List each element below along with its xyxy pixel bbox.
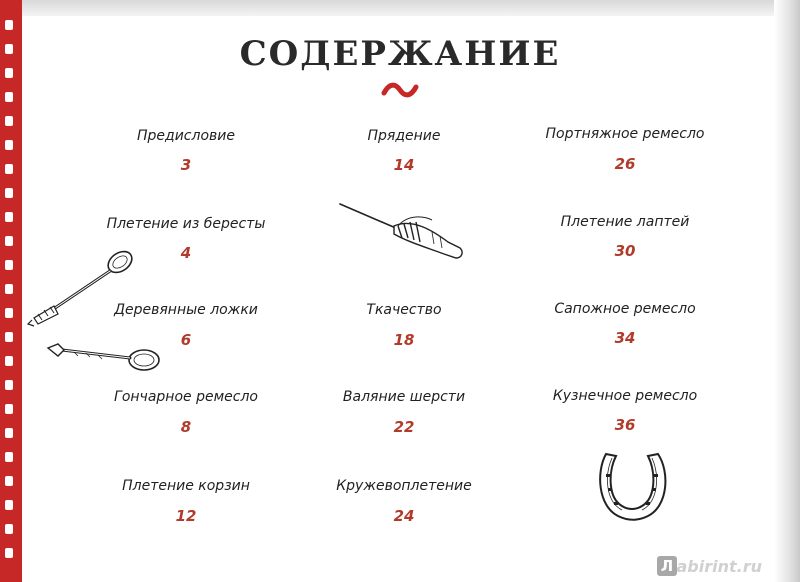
toc-item-label[interactable]: Валяние шерсти [342, 389, 466, 405]
binding-hole [5, 284, 13, 294]
toc-item-page[interactable]: 4 [180, 244, 192, 262]
binding-hole [5, 500, 13, 510]
toc-item-page[interactable]: 22 [393, 418, 415, 436]
spiral-binding [0, 0, 22, 582]
toc-item-page[interactable]: 6 [180, 331, 192, 349]
binding-hole [5, 236, 13, 246]
binding-hole [5, 524, 13, 534]
binding-hole [5, 188, 13, 198]
toc-item-label[interactable]: Предисловие [137, 128, 235, 144]
binding-hole [5, 404, 13, 414]
toc-item-label[interactable]: Плетение из бересты [106, 216, 266, 232]
toc-item-page[interactable]: 18 [393, 331, 415, 349]
scan-edge [0, 0, 800, 16]
toc-item-label[interactable]: Деревянные ложки [114, 302, 258, 318]
toc-item-page[interactable]: 26 [614, 155, 636, 173]
binding-hole [5, 548, 13, 558]
horseshoe-icon [592, 444, 672, 524]
toc-item-page[interactable]: 30 [614, 242, 636, 260]
toc-item-page[interactable]: 36 [614, 416, 636, 434]
binding-hole [5, 140, 13, 150]
toc-item-page[interactable]: 12 [175, 507, 197, 525]
binding-hole [5, 332, 13, 342]
binding-hole [5, 116, 13, 126]
toc-item-label[interactable]: Кузнечное ремесло [552, 388, 698, 404]
spindle-icon [336, 196, 476, 268]
toc-item-page[interactable]: 34 [614, 329, 636, 347]
toc-item-label[interactable]: Плетение корзин [122, 478, 250, 494]
toc-item-page[interactable]: 3 [180, 156, 192, 174]
binding-hole [5, 356, 13, 366]
watermark-logo: Л [657, 556, 677, 576]
toc-item-page[interactable]: 24 [393, 507, 415, 525]
toc-item-label[interactable]: Плетение лаптей [560, 214, 690, 230]
scan-edge-right [774, 0, 800, 582]
binding-hole [5, 476, 13, 486]
toc-item-page[interactable]: 14 [393, 156, 415, 174]
binding-hole [5, 428, 13, 438]
toc-item-label[interactable]: Портняжное ремесло [545, 126, 705, 142]
ornament-icon [380, 78, 420, 102]
binding-hole [5, 308, 13, 318]
binding-hole [5, 212, 13, 222]
binding-hole [5, 164, 13, 174]
toc-item-page[interactable]: 8 [180, 418, 192, 436]
toc-item-label[interactable]: Ткачество [366, 302, 442, 318]
binding-hole [5, 92, 13, 102]
toc-item-label[interactable]: Гончарное ремесло [114, 389, 258, 405]
toc-item-label[interactable]: Сапожное ремесло [554, 301, 696, 317]
page-title: СОДЕРЖАНИЕ [239, 34, 561, 74]
toc-item-label[interactable]: Прядение [367, 128, 441, 144]
toc-item-label[interactable]: Кружевоплетение [336, 478, 472, 494]
wooden-spoon-icon [44, 338, 164, 378]
binding-hole [5, 380, 13, 390]
binding-hole [5, 452, 13, 462]
binding-hole [5, 260, 13, 270]
binding-hole [5, 20, 13, 30]
wooden-spoon-icon [24, 244, 140, 330]
watermark-text: abirint.ru [676, 557, 762, 576]
